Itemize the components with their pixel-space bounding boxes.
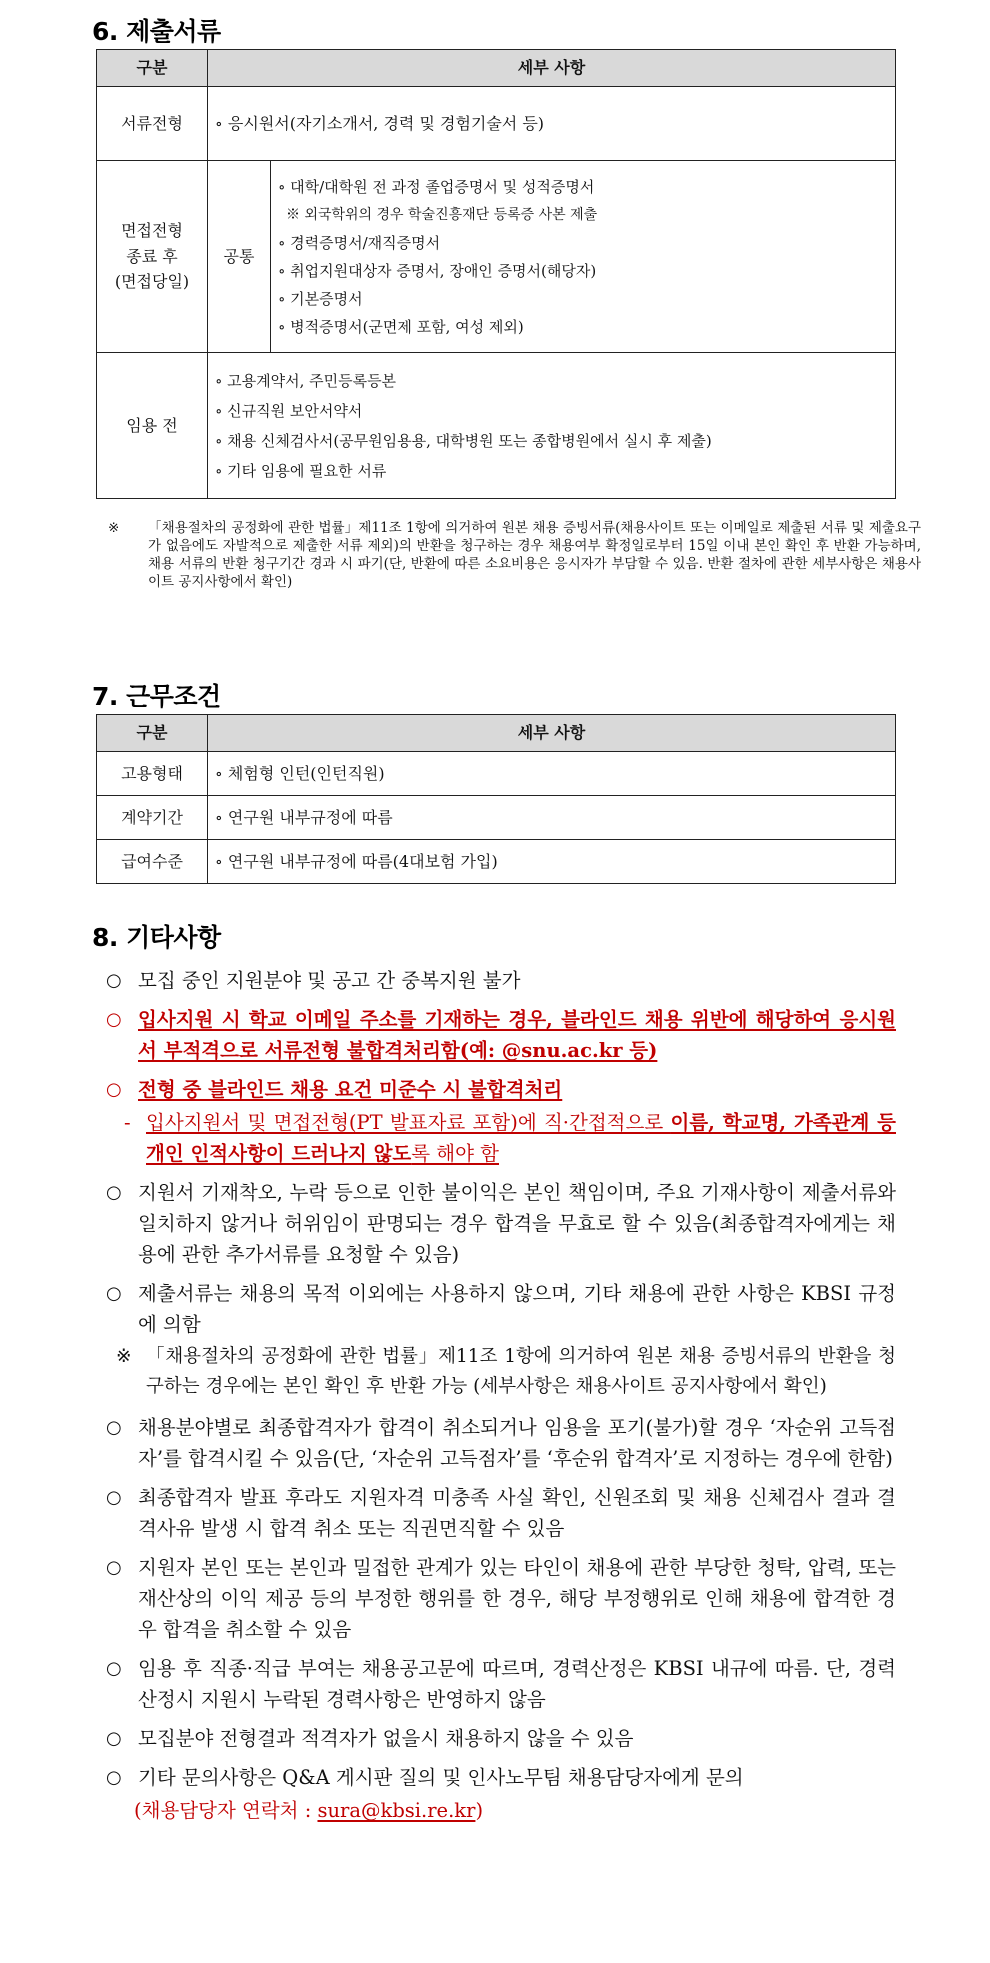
row-label-employment-type: 고용형태 (97, 752, 208, 796)
document-return-note: ※ 「채용절차의 공정화에 관한 법률」제11조 1항에 의거하여 원본 채용 증빙서류(채용사이트 또는 이메일로 제출된 서류 및 제출요구가 없음에도 자발적으로 제출한 서류 제외)의 반환을 청구하는 경우 채용여부 확정일로부터 15일 이내 본인 확인 후 반환 가능하며, 채용 서류의 반환 청구기간 경과 시 파기(단, 반환에 따른 소요비용은 응시자가 부담할 수 있음. 반환 절차에 관한 세부사항은 채용사이트 공지사항에서 확인) (108, 520, 921, 590)
working-conditions-table (96, 714, 896, 884)
submission-documents-table (96, 49, 896, 499)
table-header-details: 세부 사항 (208, 50, 896, 87)
row-detail-after-interview: ∘ 대학/대학원 전 과정 졸업증명서 및 성적증명서 ※ 외국학위의 경우 학술진흥재단 등록증 사본 제출 ∘ 경력증명서/재직증명서 ∘ 취업지원대상자 증명서, 장애인 증명서(해당자) ∘ 기본증명서 ∘ 병적증명서(군면제 포함, 여성 제외) (271, 161, 896, 353)
list-item: ○ 지원자 본인 또는 본인과 밀접한 관계가 있는 타인이 채용에 관한 부당한 청탁, 압력, 또는 재산상의 이익 제공 등의 부정한 행위를 한 경우, 해당 부정행위로 인해 채용에 합격한 경우 합격을 취소할 수 있음 (106, 1556, 896, 1641)
contact-line: (채용담당자 연락처 : sura@kbsi.re.kr) (134, 1799, 484, 1822)
list-item: ○ 채용분야별로 최종합격자가 합격이 취소되거나 임용을 포기(불가)할 경우 ‘자순위 고득점자’를 합격시킬 수 있음(단, ‘자순위 고득점자’를 ‘후순위 합격자’로 지정하는 경우에 한함) (106, 1416, 896, 1470)
row-detail-contract-period: ∘ 연구원 내부규정에 따름 (208, 796, 896, 840)
table-header-category: 구분 (97, 50, 208, 87)
row-label-after-interview: 면접전형 종료 후 (면접당일) (97, 161, 208, 353)
list-item-blind-rule: ○ 전형 중 블라인드 채용 요건 미준수 시 불합격처리 (106, 1078, 563, 1101)
row-sublabel-common: 공통 (208, 161, 271, 353)
list-item: ○ 모집 중인 지원분야 및 공고 간 중복지원 불가 (106, 969, 521, 992)
list-item: ○ 제출서류는 채용의 목적 이외에는 사용하지 않으며, 기타 채용에 관한 사항은 KBSI 규정에 의함 (106, 1282, 896, 1336)
list-item: ○ 최종합격자 발표 후라도 지원자격 미충족 사실 확인, 신원조회 및 채용 신체검사 결과 결격사유 발생 시 합격 취소 또는 직권면직할 수 있음 (106, 1486, 896, 1540)
other-notes-list (106, 965, 896, 1826)
row-detail-before-appointment: ∘ 고용계약서, 주민등록등본 ∘ 신규직원 보안서약서 ∘ 채용 신체검사서(공무원임용용, 대학병원 또는 종합병원에서 실시 후 제출) ∘ 기타 임용에 필요한 서류 (208, 353, 896, 499)
list-item-email-warning: ○ 입사지원 시 학교 이메일 주소를 기재하는 경우, 블라인드 채용 위반에 해당하여 응시원서 부적격으로 서류전형 불합격처리함(예: @snu.ac.kr 등) (106, 1008, 896, 1062)
table-header-category: 구분 (97, 715, 208, 752)
row-detail-salary: ∘ 연구원 내부규정에 따름(4대보험 가입) (208, 840, 896, 884)
list-item: ○ 기타 문의사항은 Q&A 게시판 질의 및 인사노무팀 채용담당자에게 문의 (106, 1766, 744, 1789)
section-6-title: 6. 제출서류 (92, 17, 221, 46)
row-label-contract-period: 계약기간 (97, 796, 208, 840)
row-label-document-screening: 서류전형 (97, 87, 208, 161)
row-detail-employment-type: ∘ 체험형 인턴(인턴직원) (208, 752, 896, 796)
row-detail-document-screening: ∘ 응시원서(자기소개서, 경력 및 경험기술서 등) (208, 87, 896, 161)
section-7-title: 7. 근무조건 (92, 682, 221, 711)
list-item: ○ 모집분야 전형결과 적격자가 없을시 채용하지 않을 수 있음 (106, 1727, 634, 1750)
list-subnote-document-return: ※ 「채용절차의 공정화에 관한 법률」제11조 1항에 의거하여 원본 채용 증빙서류의 반환을 청구하는 경우에는 본인 확인 후 반환 가능 (세부사항은 채용사이트 공지사항에서 확인) (116, 1346, 896, 1397)
row-label-salary: 급여수준 (97, 840, 208, 884)
list-subitem-blind-detail: - 입사지원서 및 면접전형(PT 발표자료 포함)에 직·간접적으로 이름, 학교명, 가족관계 등 개인 인적사항이 드러나지 않도록 해야 함 (124, 1111, 896, 1165)
contact-email-link[interactable]: sura@kbsi.re.kr (317, 1799, 476, 1822)
list-item: ○ 임용 후 직종·직급 부여는 채용공고문에 따르며, 경력산정은 KBSI 내규에 따름. 단, 경력산정시 지원시 누락된 경력사항은 반영하지 않음 (106, 1657, 896, 1711)
section-8-title: 8. 기타사항 (92, 923, 221, 952)
row-label-before-appointment: 임용 전 (97, 353, 208, 499)
table-header-details: 세부 사항 (208, 715, 896, 752)
list-item: ○ 지원서 기재착오, 누락 등으로 인한 불이익은 본인 책임이며, 주요 기재사항이 제출서류와 일치하지 않거나 허위임이 판명되는 경우 합격을 무효로 할 수 있음(최종합격자에게는 채용에 관한 추가서류를 요청할 수 있음) (106, 1181, 896, 1266)
